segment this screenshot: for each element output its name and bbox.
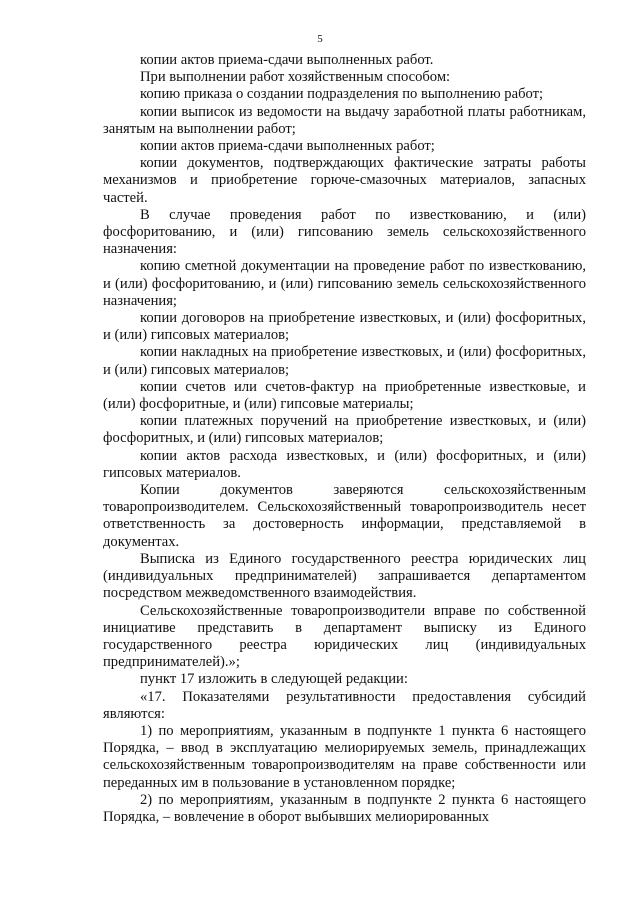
paragraph: Выписка из Единого государственного реестра юридических лиц (индивидуальных предпринимателей) запрашивается департаментом посредством межведомственного взаимодействия. (103, 550, 586, 602)
paragraph: Сельскохозяйственные товаропроизводители вправе по собственной инициативе представить в департамент выписку из Единого государственного реестра юридических лиц (индивидуальных предпринимателей).»; (103, 602, 586, 671)
document-body (103, 52, 586, 826)
paragraph: копии договоров на приобретение известковых, и (или) фосфоритных, и (или) гипсовых материалов; (103, 310, 586, 344)
paragraph: копии актов расхода известковых, и (или) фосфоритных, и (или) гипсовых материалов. (103, 447, 586, 481)
paragraph: копию приказа о создании подразделения по выполнению работ; (140, 86, 544, 103)
paragraph: В случае проведения работ по известкованию, и (или) фосфоритованию, и (или) гипсованию земель сельскохозяйственного назначения: (103, 206, 586, 258)
paragraph: копии накладных на приобретение известковых, и (или) фосфоритных, и (или) гипсовых материалов; (103, 344, 586, 378)
paragraph: пункт 17 изложить в следующей редакции: (140, 671, 408, 688)
paragraph: копии счетов или счетов-фактур на приобретенные известковые, и (или) фосфоритные, и (или) гипсовые материалы; (103, 378, 586, 413)
paragraph: копии платежных поручений на приобретение известковых, и (или) фосфоритных, и (или) гипсовых материалов; (103, 413, 586, 447)
paragraph: При выполнении работ хозяйственным способом: (140, 69, 451, 86)
paragraph: копию сметной документации на проведение работ по известкованию, и (или) фосфоритованию, и (или) гипсованию земель сельскохозяйственного назначения; (103, 258, 586, 309)
paragraph: копии актов приема-сдачи выполненных работ. (140, 52, 434, 68)
paragraph: копии выписок из ведомости на выдачу заработной платы работникам, занятым на выполнении работ; (103, 103, 586, 137)
paragraph: 2) по мероприятиям, указанным в подпункте 2 пункта 6 настоящего Порядка, – вовлечение в оборот выбывших мелиорированных (103, 791, 586, 825)
page-number: 5 (317, 33, 323, 45)
paragraph: 1) по мероприятиям, указанным в подпункте 1 пункта 6 настоящего Порядка, – ввод в эксплуатацию мелиорируемых земель, принадлежащих сельскохозяйственным товаропроизводителям на праве собственности или переданных им в пользование в установленном порядке; (103, 722, 586, 791)
paragraph: «17. Показателями результативности предоставления субсидий являются: (103, 688, 586, 722)
paragraph: копии документов, подтверждающих фактические затраты работы механизмов и приобретение горюче-смазочных материалов, запасных частей. (103, 155, 586, 206)
paragraph: копии актов приема-сдачи выполненных работ; (140, 138, 435, 155)
paragraph: Копии документов заверяются сельскохозяйственным товаропроизводителем. Сельскохозяйственный товаропроизводитель несет ответственность за достоверность информации, представляемой в документах. (103, 482, 586, 550)
